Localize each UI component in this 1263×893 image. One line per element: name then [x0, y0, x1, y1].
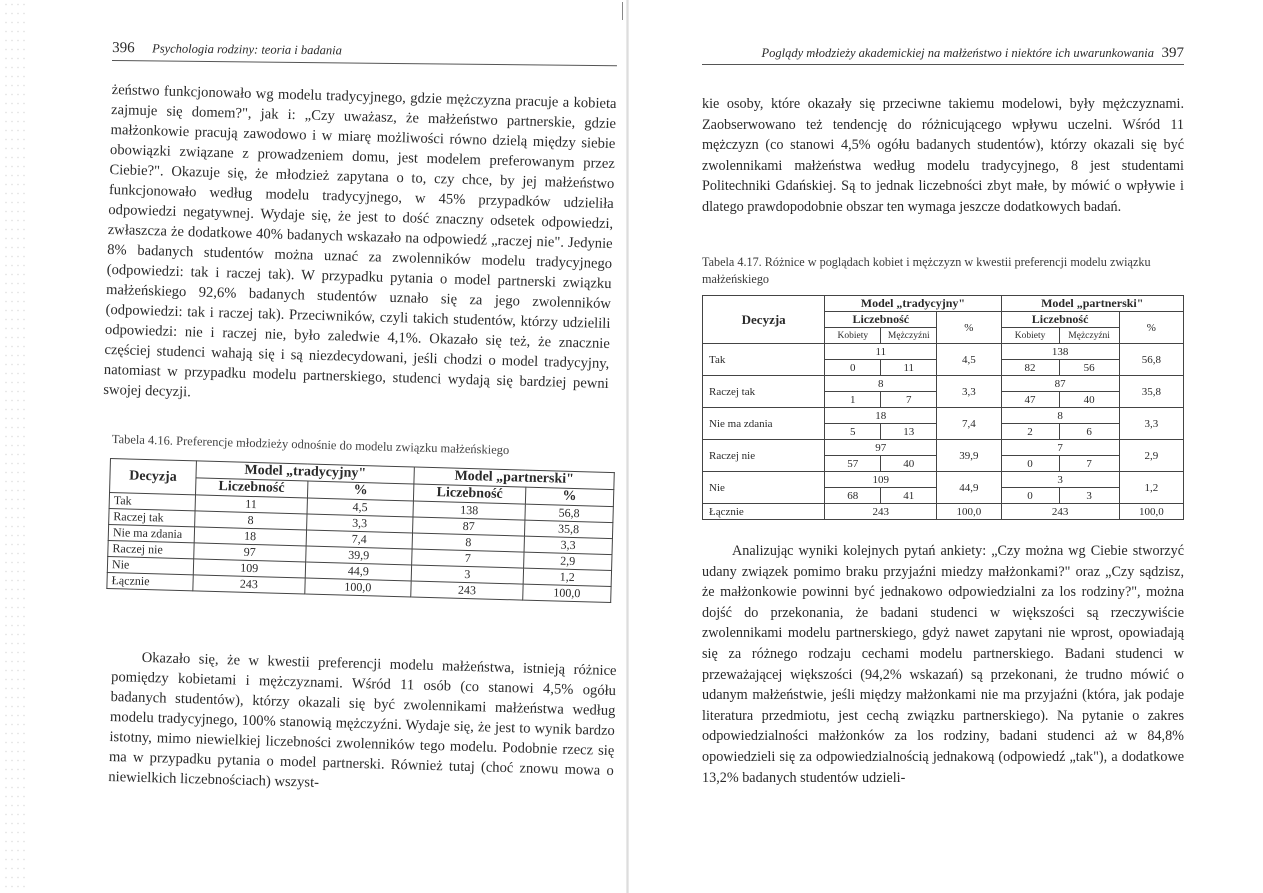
cell-trad-n: 97: [194, 543, 306, 562]
left-paragraph-1-block: [103, 80, 617, 414]
table-header-count: Liczebność: [414, 484, 526, 504]
book-gutter: [626, 0, 629, 893]
cell-part-p: 56,8: [525, 504, 614, 522]
row-label: Nie ma zdania: [108, 524, 194, 542]
cell-trad-p: 4,5: [937, 344, 1001, 376]
table-header-pct: %: [525, 487, 614, 506]
row-label: Tak: [109, 493, 195, 511]
row-label: Raczej tak: [109, 508, 195, 526]
table-header-count: Liczebność: [825, 312, 937, 328]
cell-part-total: 87: [1001, 376, 1119, 392]
cell-trad-p: 39,9: [937, 440, 1001, 472]
table-4-17: [702, 295, 1184, 520]
cell-part-n: 7: [412, 549, 524, 568]
left-paragraph-2: Okazało się, że w kwestii preferencji modelu małżeństwa, istnieją różnice pomiędzy kobietami i mężczyznami. Wśród 11 osób (co stanowi 4,5% ogółu badanych studentów), którzy okazali się być zwolennikami małżeństwa według modelu tradycyjnego, 100% stanowią mężczyźni. Wydaje się, że jest to wynik bardzo istotny, mimo niewielkiej liczebności zwolenników tego modelu. Podobnie rzecz się ma w przypadku pytania o model partnerski. Również tutaj (choć znowu mowa o niewielkich liczebnościach) wszyst-: [108, 649, 617, 791]
left-page: [30, 0, 615, 893]
cell-part-total: 138: [1001, 344, 1119, 360]
cell-trad-p: 39,9: [305, 546, 412, 565]
right-paragraph-2: Analizując wyniki kolejnych pytań ankiety: „Czy można wg Ciebie stworzyć udany związek pomimo braku przyjaźni miedzy małżonkami?" oraz „Czy sądzisz, że małżonkowie powinni być jednakowo odpowiedzialni za los rodziny?", można dojść do przekonania, że badani studenci w większości są rzeczywiście zwolennikami modelu partnerskiego, gdyż nawet zapytani nie wprost, opowiadają się za różnego rodzaju cechami modelu partnerskiego. Badani studenci w przeważającej większości (94,2% wskazań) są przekonani, że trudno mówić o udanym małżeństwie, jeśli między małżonkami nie ma przyjaźni (która, jak podaje literatura przedmiotu, jest cechą związku partnerskiego). Na pytanie o zakres odpowiedzialności małżonków za los rodziny, badani studenci aż w 84,8% opowiedzieli się za odpowiedzialnością jednakową (odpowiedź „tak"), a dodatkowe 13,2% badanych studentów udzieli-: [702, 543, 1184, 786]
cell-part-w: 2: [1001, 424, 1059, 440]
cell-trad-n: 8: [195, 511, 307, 530]
table-header-women: Kobiety: [1001, 328, 1059, 344]
left-paragraph-1: żeństwo funkcjonowało wg modelu tradycyjnego, gdzie mężczyzna pracuje a kobieta zajmuje się domem?", jak i: „Czy uważasz, że małżeństwo partnerskie, gdzie małżonkowie pracują zawodowo i w miarę możliwości równo dzielą między siebie obowiązki związane z prowadzeniem domu, jest modelem preferowanym przez Ciebie?". Okazuje się, że młodzież zapytana o to, czy chce, by jej małżeństwo funkcjonowało według modelu tradycyjnego, w 45% przypadków udzieliła odpowiedzi negatywnej. Wydaje się, że jest to dość znaczny odsetek odpowiedzi, zwłaszcza że dodatkowe 40% badanych wskazało na odpowiedź „raczej nie". Jedynie 8% badanych studentów można uznać za zwolenników modelu tradycyjnego (odpowiedzi: tak i raczej tak). W przypadku pytania o model partnerski związku małżeńskiego 92,6% badanych studentów uznało się za jego zwolenników (odpowiedzi: tak i raczej tak). Przeciwników, czyli takich studentów, którzy udzielili odpowiedzi: nie i raczej nie, było zaledwie 4,1%. Okazało się też, że znacznie częściej studenci wahają się i są niezdecydowani, jeśli chodzi o model tradycyjny, natomiast w przypadku modelu partnerskiego, studenci wydają się bardziej pewni swojej decyzji.: [103, 81, 617, 401]
cell-trad-p: 7,4: [937, 408, 1001, 440]
cell-trad-p: 44,9: [937, 472, 1001, 504]
left-page-number: 396: [112, 40, 135, 57]
scan-edge-noise: [3, 0, 27, 893]
cell-part-p: 35,8: [1119, 376, 1183, 408]
cell-trad-total: 11: [825, 344, 937, 360]
cell-part-m: 3: [1059, 488, 1119, 504]
row-label: Nie: [703, 472, 825, 504]
table-header-pct: %: [937, 312, 1001, 344]
cell-trad-total: 8: [825, 376, 937, 392]
table-row: [703, 440, 1184, 456]
cell-trad-w: 57: [825, 456, 881, 472]
right-paragraph-2-block: [702, 541, 1184, 788]
cell-part-p: 2,9: [1119, 440, 1183, 472]
cell-trad-p: 3,3: [937, 376, 1001, 408]
row-label: Raczej nie: [108, 540, 194, 558]
cell-trad-total: 18: [825, 408, 937, 424]
cell-trad-p: 4,5: [307, 498, 414, 517]
cell-trad-n: 11: [195, 495, 307, 514]
cell-trad-total: 109: [825, 472, 937, 488]
cell-part-total: 3: [1001, 472, 1119, 488]
cell-part-m: 6: [1059, 424, 1119, 440]
cell-part-total: 7: [1001, 440, 1119, 456]
table-header-pct: %: [307, 481, 414, 501]
cell-part-p: 3,3: [524, 536, 613, 554]
row-label: Raczej tak: [703, 376, 825, 408]
left-paragraph-2-block: [108, 647, 617, 801]
right-running-title: Poglądy młodzieży akademickiej na małżeństwo i niektóre ich uwarunkowania: [761, 46, 1154, 60]
cell-trad-m: 41: [881, 488, 937, 504]
cell-trad-m: 13: [881, 424, 937, 440]
table-4-16: [106, 458, 614, 603]
cell-part-w: 82: [1001, 360, 1059, 376]
cell-trad-total: 97: [825, 440, 937, 456]
table-header-count: Liczebność: [1001, 312, 1119, 328]
cell-trad-total: 243: [825, 504, 937, 520]
cell-trad-p: 44,9: [305, 562, 412, 581]
cell-part-n: 87: [413, 517, 525, 536]
left-running-title: Psychologia rodziny: teoria i badania: [152, 41, 342, 58]
left-running-head: [112, 30, 617, 66]
cell-trad-m: 11: [881, 360, 937, 376]
cell-trad-p: 100,0: [304, 578, 411, 597]
cell-part-p: 35,8: [524, 520, 613, 538]
table-header-decision: Decyzja: [703, 296, 825, 344]
table-header-count: Liczebność: [195, 478, 307, 498]
table-4-17-wrapper: [702, 295, 1184, 520]
cell-part-n: 3: [411, 565, 523, 584]
cell-part-m: 56: [1059, 360, 1119, 376]
cell-part-m: 40: [1059, 392, 1119, 408]
cell-part-n: 138: [413, 501, 525, 520]
cell-trad-n: 109: [193, 559, 305, 578]
cell-trad-n: 18: [194, 527, 306, 546]
cell-part-p: 56,8: [1119, 344, 1183, 376]
cell-trad-w: 68: [825, 488, 881, 504]
right-page: [650, 0, 1230, 893]
cell-part-w: 0: [1001, 456, 1059, 472]
table-header-men: Mężczyźni: [1059, 328, 1119, 344]
gutter-mark: [622, 2, 631, 20]
table-header-men: Mężczyźni: [881, 328, 937, 344]
cell-part-p: 3,3: [1119, 408, 1183, 440]
cell-part-p: 100,0: [1119, 504, 1183, 520]
cell-trad-p: 7,4: [306, 530, 413, 549]
cell-part-w: 47: [1001, 392, 1059, 408]
right-paragraph-1-block: [702, 94, 1184, 218]
cell-part-p: 2,9: [523, 552, 612, 570]
cell-part-n: 243: [411, 581, 523, 600]
cell-part-p: 1,2: [523, 568, 612, 586]
table-header-model-trad: Model „tradycyjny": [196, 461, 415, 484]
right-paragraph-1: kie osoby, które okazały się przeciwne takiemu modelowi, były mężczyznami. Zaobserwowano też tendencję do różnicującego wpływu uczelni. Wśród 11 mężczyzn (co stanowi 4,5% ogółu badanych studentów), którzy okazali się być zwolennikami małżeństwa według modelu tradycyjnego, 8 jest studentami Politechniki Gdańskiej. Są to jednak liczebności zbyt małe, by mówić o wpływie i dlatego prawdopodobnie obszar ten wymaga jeszcze dodatkowych badań.: [702, 96, 1184, 215]
cell-part-m: 7: [1059, 456, 1119, 472]
right-running-head: [702, 40, 1184, 65]
cell-part-total: 243: [1001, 504, 1119, 520]
row-label: Nie: [107, 556, 193, 574]
cell-trad-m: 7: [881, 392, 937, 408]
table-4-16-caption: Tabela 4.16. Preferencje młodzieży odnośnie do modelu związku małżeńskiego: [111, 432, 510, 458]
cell-trad-n: 243: [193, 575, 305, 594]
cell-trad-p: 100,0: [937, 504, 1001, 520]
cell-part-p: 100,0: [523, 584, 612, 602]
row-label: Łącznie: [107, 572, 193, 590]
cell-trad-w: 5: [825, 424, 881, 440]
table-row: [703, 472, 1184, 488]
cell-trad-p: 3,3: [306, 514, 413, 533]
cell-trad-m: 40: [881, 456, 937, 472]
cell-part-w: 0: [1001, 488, 1059, 504]
table-header-decision: Decyzja: [110, 459, 197, 495]
table-4-16-wrapper: [106, 458, 614, 603]
table-4-17-caption: Tabela 4.17. Różnice w poglądach kobiet i mężczyzn w kwestii preferencji modelu związku małżeńskiego: [702, 255, 1151, 286]
cell-part-n: 8: [412, 533, 524, 552]
cell-trad-w: 1: [825, 392, 881, 408]
row-label: Tak: [703, 344, 825, 376]
table-row: [703, 408, 1184, 424]
table-row: [703, 376, 1184, 392]
cell-part-p: 1,2: [1119, 472, 1183, 504]
right-page-number: 397: [1161, 45, 1184, 61]
row-label: Raczej nie: [703, 440, 825, 472]
row-label: Nie ma zdania: [703, 408, 825, 440]
cell-trad-w: 0: [825, 360, 881, 376]
cell-part-total: 8: [1001, 408, 1119, 424]
table-total-row: [703, 504, 1184, 520]
table-header-model-part: Model „partnerski": [1001, 296, 1183, 312]
row-label: Łącznie: [703, 504, 825, 520]
table-header-pct: %: [1119, 312, 1183, 344]
table-header-women: Kobiety: [825, 328, 881, 344]
table-header-model-trad: Model „tradycyjny": [825, 296, 1001, 312]
table-header-model-part: Model „partnerski": [414, 467, 614, 490]
table-row: [703, 344, 1184, 360]
